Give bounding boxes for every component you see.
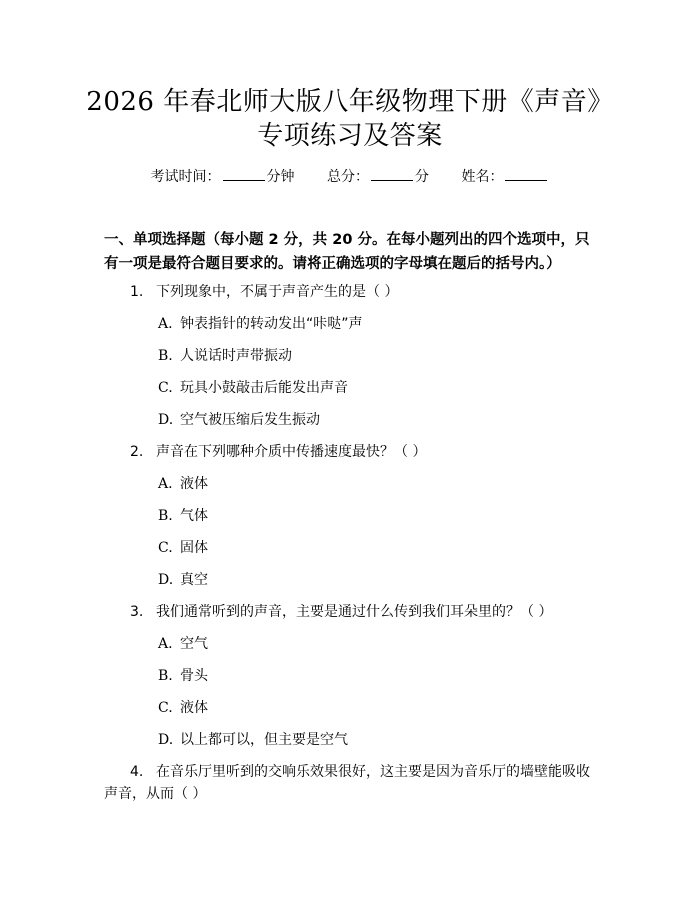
page-title-line-2: 专项练习及答案 <box>257 121 443 151</box>
option-letter: D. <box>158 412 174 428</box>
question-text: 我们通常听到的声音，主要是通过什么传到我们耳朵里的？（ ） <box>156 604 553 620</box>
question-text: 下列现象中，不属于声音产生的是（ ） <box>156 284 399 300</box>
question-3 <box>130 601 600 623</box>
option-letter: C. <box>158 700 173 716</box>
exam-time-label: 考试时间： <box>150 169 221 185</box>
question-text: 声音在下列哪种介质中传播速度最快？（ ） <box>156 444 427 460</box>
option-text: 液体 <box>180 700 208 716</box>
option-text: 气体 <box>180 508 208 524</box>
question-1 <box>130 281 600 303</box>
question-2-option-d <box>158 569 598 591</box>
question-1-option-c <box>158 377 598 399</box>
section-heading: 一、单项选择题（每小题 2 分，共 20 分。在每小题列出的四个选项中，只有一项是最符合题目要求的。请将正确选项的字母填在题后的括号内。） <box>104 232 590 272</box>
exam-name-label: 姓名： <box>461 169 504 185</box>
question-2 <box>130 441 600 463</box>
question-number: 2. <box>130 444 144 460</box>
question-2-option-c <box>158 537 598 559</box>
question-1-option-a <box>158 313 598 335</box>
option-letter: C. <box>158 540 173 556</box>
option-letter: B. <box>158 508 173 524</box>
exam-score <box>327 166 429 186</box>
exam-time-unit: 分钟 <box>266 169 295 185</box>
option-text: 人说话时声带振动 <box>180 348 292 364</box>
question-1-option-b <box>158 345 598 367</box>
option-letter: A. <box>158 316 173 332</box>
exam-time <box>151 166 295 186</box>
exam-score-unit: 分 <box>415 169 429 185</box>
question-number: 3. <box>130 604 144 620</box>
exam-meta <box>0 166 700 186</box>
question-2-option-b <box>158 505 598 527</box>
question-3-option-c <box>158 697 598 719</box>
exam-time-blank <box>223 166 265 181</box>
option-letter: D. <box>158 732 174 748</box>
question-3-option-d <box>158 729 598 751</box>
question-4 <box>104 761 600 805</box>
option-letter: B. <box>158 348 173 364</box>
option-text: 空气 <box>180 636 208 652</box>
question-text: 在音乐厅里听到的交响乐效果很好，这主要是因为音乐厅的墙壁能吸收声音，从而（ ） <box>104 764 590 802</box>
exam-name-blank <box>505 166 547 181</box>
option-text: 玩具小鼓敲击后能发出声音 <box>180 380 348 396</box>
exam-score-blank <box>371 166 413 181</box>
option-text: 固体 <box>180 540 208 556</box>
question-2-option-a <box>158 473 598 495</box>
option-text: 骨头 <box>180 668 208 684</box>
question-1-option-d <box>158 409 598 431</box>
option-letter: A. <box>158 636 173 652</box>
option-text: 真空 <box>180 572 208 588</box>
option-letter: B. <box>158 668 173 684</box>
option-text: 空气被压缩后发生振动 <box>180 412 320 428</box>
option-letter: C. <box>158 380 173 396</box>
option-text: 以上都可以，但主要是空气 <box>180 732 348 748</box>
option-letter: A. <box>158 476 173 492</box>
exam-name <box>461 166 549 186</box>
question-3-option-a <box>158 633 598 655</box>
question-3-option-b <box>158 665 598 687</box>
exam-score-label: 总分： <box>327 169 369 185</box>
option-letter: D. <box>158 572 174 588</box>
question-number: 1. <box>130 284 144 300</box>
option-text: 钟表指针的转动发出“咔哒”声 <box>180 316 363 332</box>
question-number: 4. <box>130 764 144 780</box>
page-title-line-1: 2026 年春北师大版八年级物理下册《声音》 <box>86 87 614 117</box>
option-text: 液体 <box>180 476 208 492</box>
